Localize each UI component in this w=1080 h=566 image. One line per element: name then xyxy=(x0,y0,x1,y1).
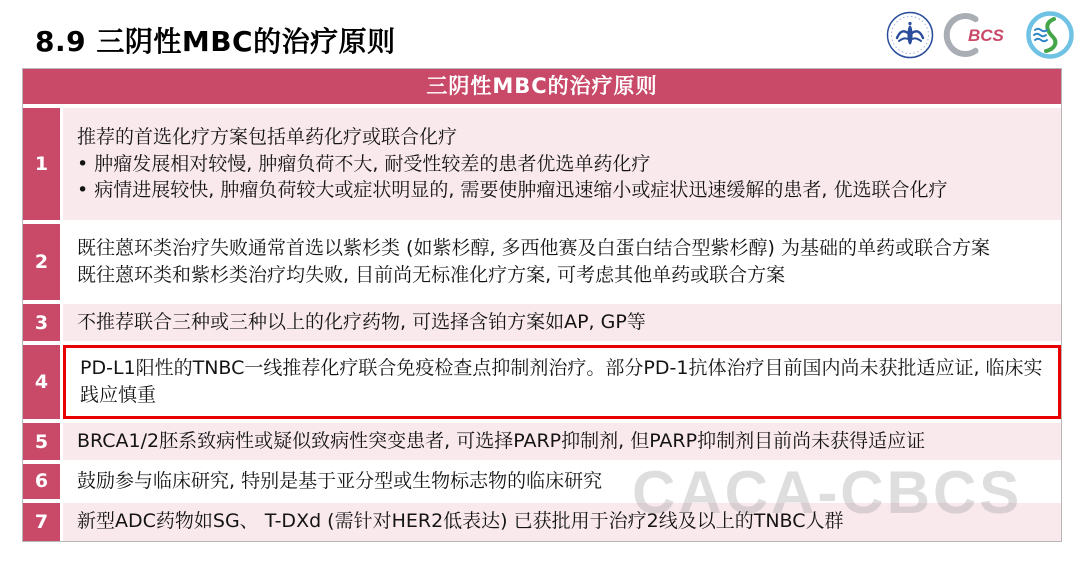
row-number: 5 xyxy=(23,423,60,460)
row-line: 不推荐联合三种或三种以上的化疗药物, 可选择含铂方案如AP, GP等 xyxy=(77,311,646,334)
watermark: CACA-CBCS xyxy=(632,459,1023,526)
table-row xyxy=(23,464,1061,499)
row-content xyxy=(63,503,1061,541)
table-row xyxy=(23,423,1061,460)
principles-table xyxy=(22,68,1062,542)
logo-group xyxy=(886,11,1074,59)
table-row xyxy=(23,224,1061,300)
row-line: 推荐的首选化疗方案包括单药化疗或联合化疗 xyxy=(77,125,458,148)
bcs-logo-text: BCS xyxy=(968,26,1004,45)
table-row xyxy=(23,108,1061,220)
page-title: 8.9 三阴性MBC的治疗原则 xyxy=(35,25,396,58)
row-line: BRCA1/2胚系致病性或疑似致病性突变患者, 可选择PARP抑制剂, 但PARP抑制剂目前尚未获得适应证 xyxy=(77,430,926,453)
row-number: 6 xyxy=(23,464,60,499)
table-header: 三阴性MBC的治疗原则 xyxy=(23,69,1061,104)
row-content xyxy=(63,464,1061,499)
row-line: PD-L1阳性的TNBC一线推荐化疗联合免疫检查点抑制剂治疗。部分PD-1抗体治疗目前国内尚未获批适应证, 临床实践应慎重 xyxy=(80,357,1043,406)
table-row xyxy=(23,304,1061,341)
bcs-logo-icon xyxy=(943,11,1017,59)
row-line: 既往蒽环类治疗失败通常首选以紫杉类 (如紫杉醇, 多西他赛及白蛋白结合型紫杉醇) 为基础的单药或联合方案 xyxy=(77,237,990,260)
row-content xyxy=(63,304,1061,341)
row-number: 7 xyxy=(23,503,60,541)
csco-society-logo-icon xyxy=(1026,11,1074,59)
row-number: 3 xyxy=(23,304,60,341)
table-row-highlighted xyxy=(23,345,1061,419)
row-number: 4 xyxy=(23,345,60,419)
table-row xyxy=(23,503,1061,541)
row-content xyxy=(63,108,1061,220)
row-content xyxy=(63,423,1061,460)
row-line: 新型ADC药物如SG、 T-DXd (需针对HER2低表达) 已获批用于治疗2线及以上的TNBC人群 xyxy=(77,510,844,533)
row-line: 鼓励参与临床研究, 特别是基于亚分型或生物标志物的临床研究 xyxy=(77,470,603,492)
row-line: 既往蒽环类和紫杉类治疗均失败, 目前尚无标准化疗方案, 可考虑其他单药或联合方案 xyxy=(77,264,786,286)
row-number: 2 xyxy=(23,224,60,300)
row-number: 1 xyxy=(23,108,60,220)
row-line: • 病情进展较快, 肿瘤负荷较大或症状明显的, 需要使肿瘤迅速缩小或症状迅速缓解的患者, 优选联合化疗 xyxy=(77,179,948,202)
row-line: • 肿瘤发展相对较慢, 肿瘤负荷不大, 耐受性较差的患者优选单药化疗 xyxy=(77,152,651,175)
caca-association-logo-icon xyxy=(886,11,934,59)
row-content xyxy=(63,345,1061,419)
row-content xyxy=(63,224,1061,300)
